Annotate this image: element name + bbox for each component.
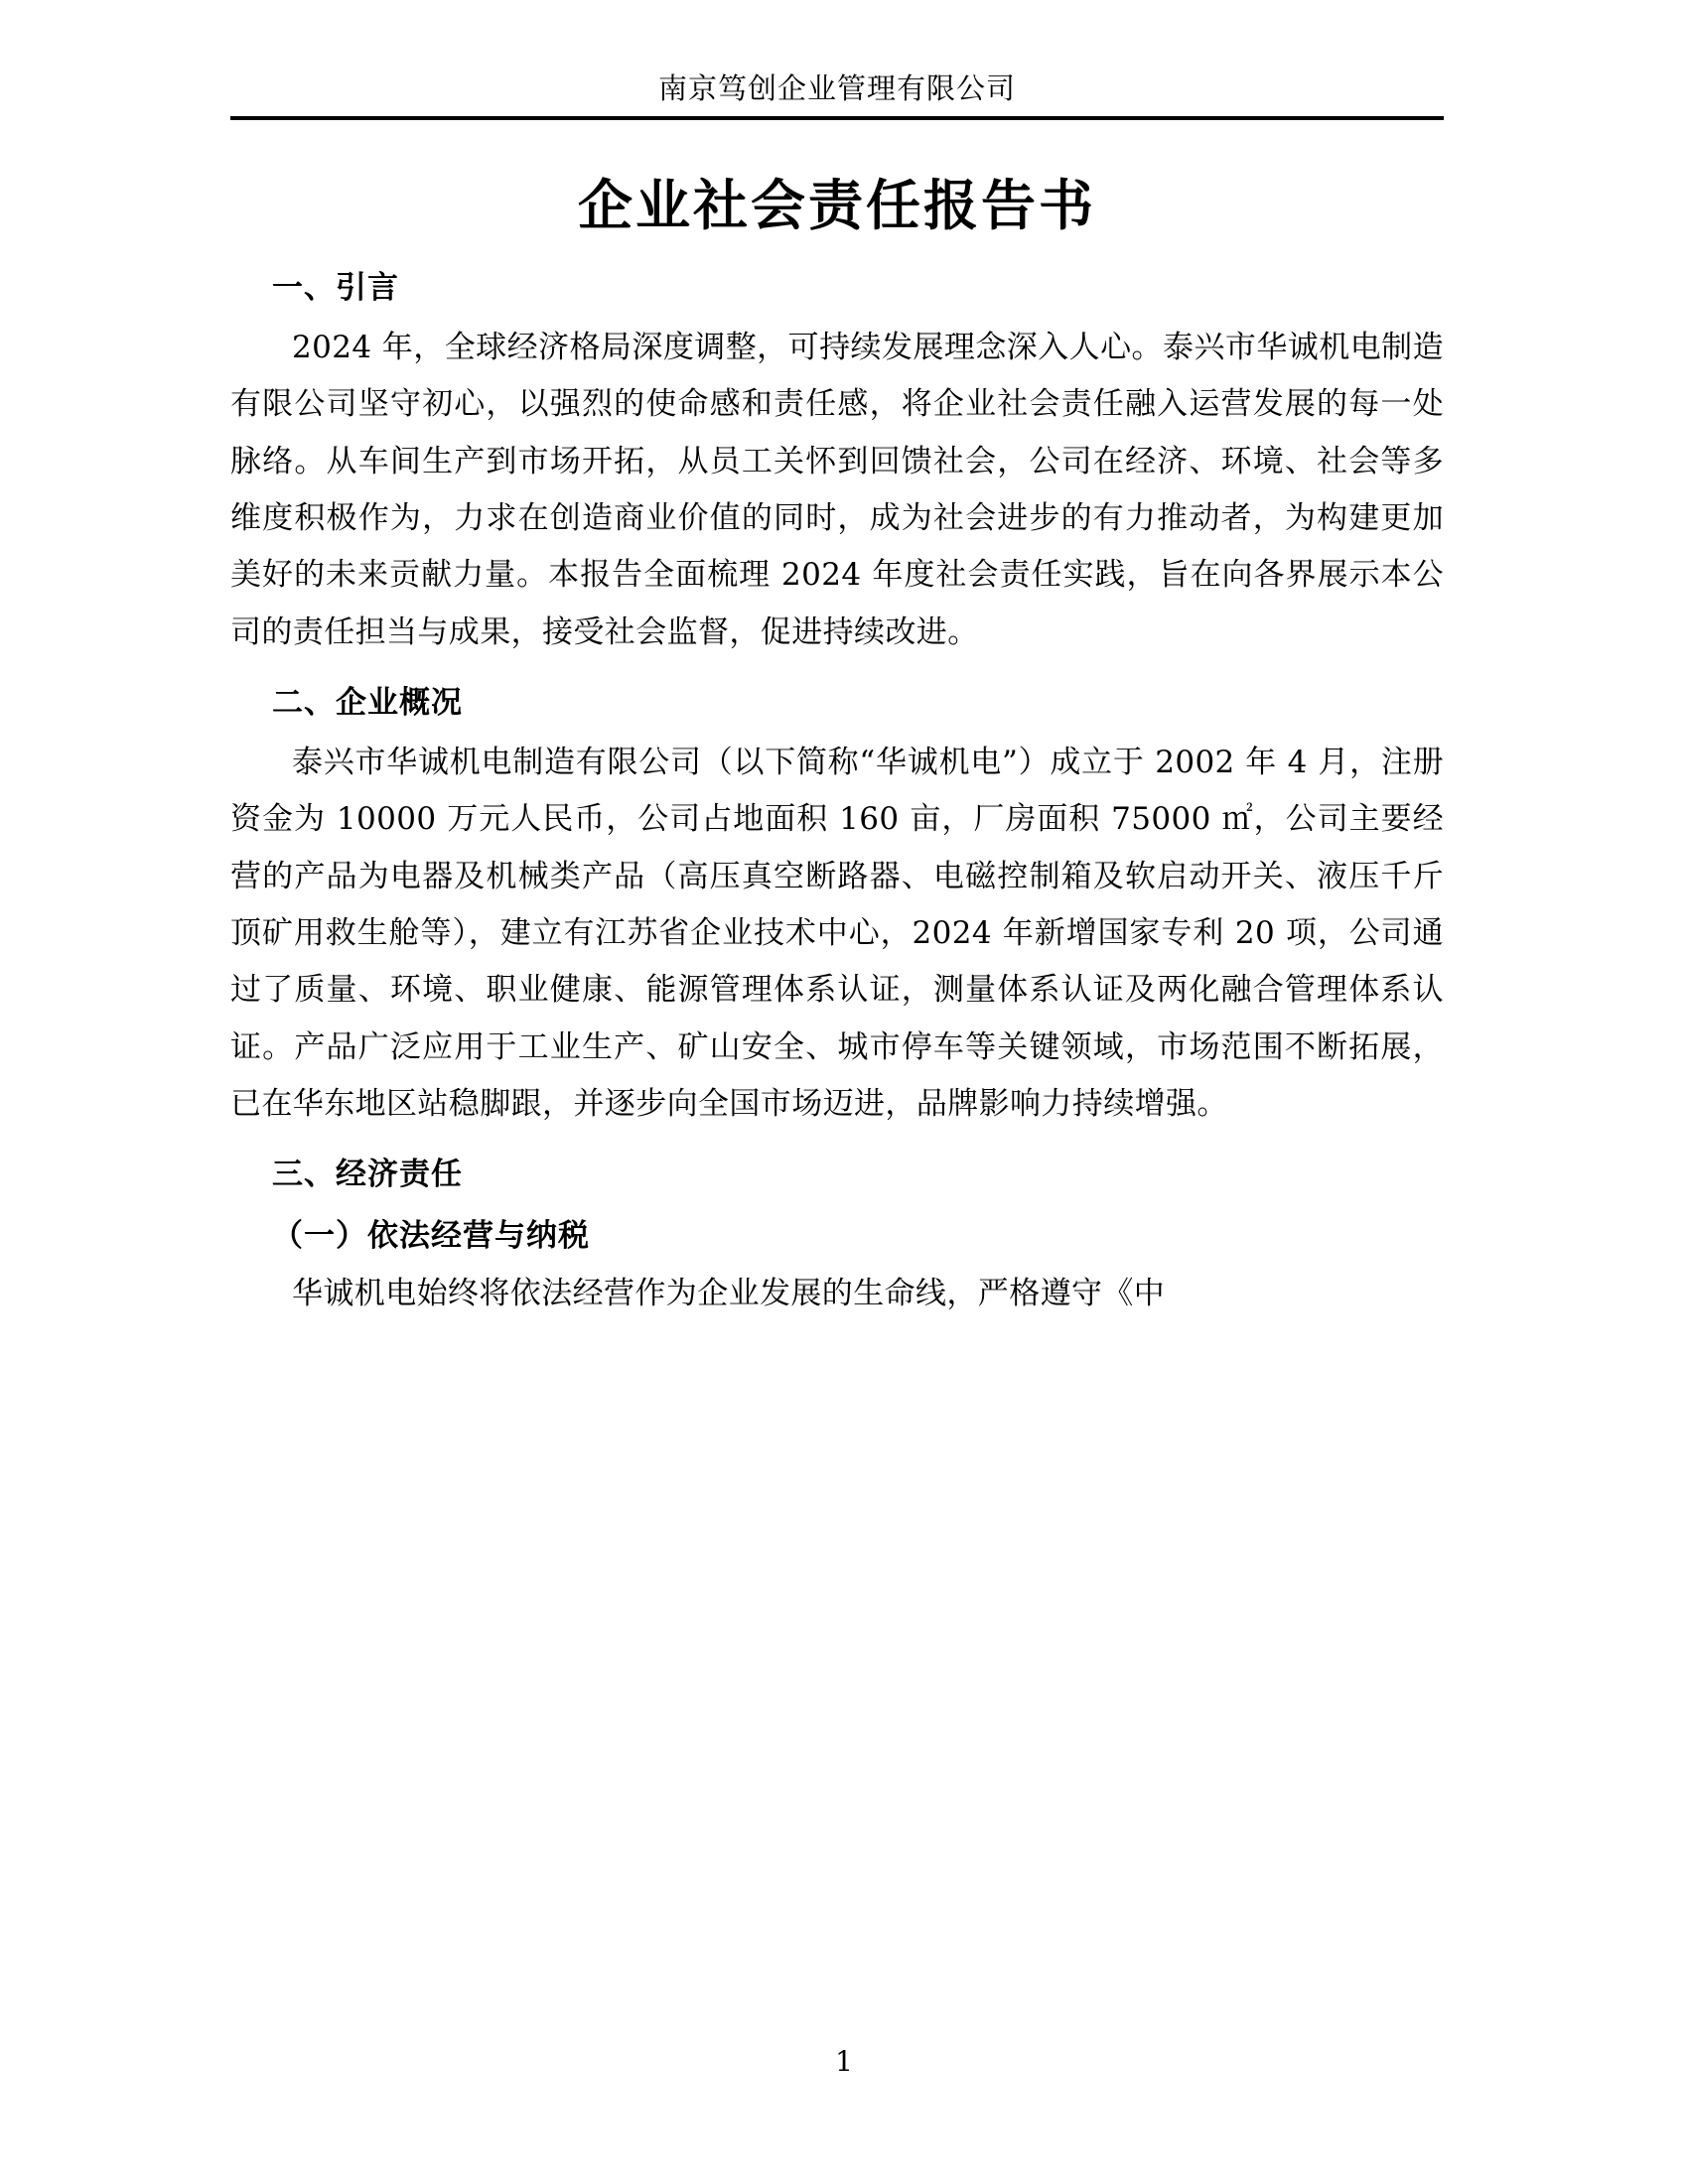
section-heading-introduction: 一、引言 <box>272 269 399 306</box>
paragraph-introduction: 2024 年，全球经济格局深度调整，可持续发展理念深入人心。泰兴市华诚机电制造有限公司坚守初心，以强烈的使命感和责任感，将企业社会责任融入运营发展的每一处脉络。从车间生产到市场开拓，从员工关怀到回馈社会，公司在经济、环境、社会等多维度积极作为，力求在创造商业价值的同时，成为社会进步的有力推动者，为构建更加美好的未来贡献力量。本报告全面梳理 2024 年度社会责任实践，旨在向各界展示本公司的责任担当与成果，接受社会监督，促进持续改进。 <box>230 329 1444 650</box>
page-title: 企业社会责任报告书 <box>577 173 1096 237</box>
running-header-text: 南京笃创企业管理有限公司 <box>657 71 1016 105</box>
section-heading-company-overview: 二、企业概况 <box>272 684 463 721</box>
paragraph-economic-responsibility: 华诚机电始终将依法经营作为企业发展的生命线，严格遵守《中 <box>292 1276 1166 1312</box>
section-heading-economic-responsibility: 三、经济责任 <box>272 1157 463 1193</box>
subsection-heading-lawful-operation-and-tax: （一）依法经营与纳税 <box>272 1218 590 1255</box>
running-header <box>230 71 1444 120</box>
paragraph-company-overview: 泰兴市华诚机电制造有限公司（以下简称“华诚机电”）成立于 2002 年 4 月，注册资金为 10000 万元人民币，公司占地面积 160 亩，厂房面积 75000 ㎡，公司主要经营的产品为电器及机械类产品（高压真空断路器、电磁控制箱及软启动开关、液压千斤顶矿用救生舱等），建立有江苏省企业技术中心，2024 年新增国家专利 20 项，公司通过了质量、环境、职业健康、能源管理体系认证，测量体系认证及两化融合管理体系认证。产品广泛应用于工业生产、矿山安全、城市停车等关键领域，市场范围不断拓展，已在华东地区站稳脚跟，并逐步向全国市场迈进，品牌影响力持续增强。 <box>230 744 1444 1123</box>
page-content <box>230 71 1444 1327</box>
page-number: 1 <box>835 2045 853 2078</box>
